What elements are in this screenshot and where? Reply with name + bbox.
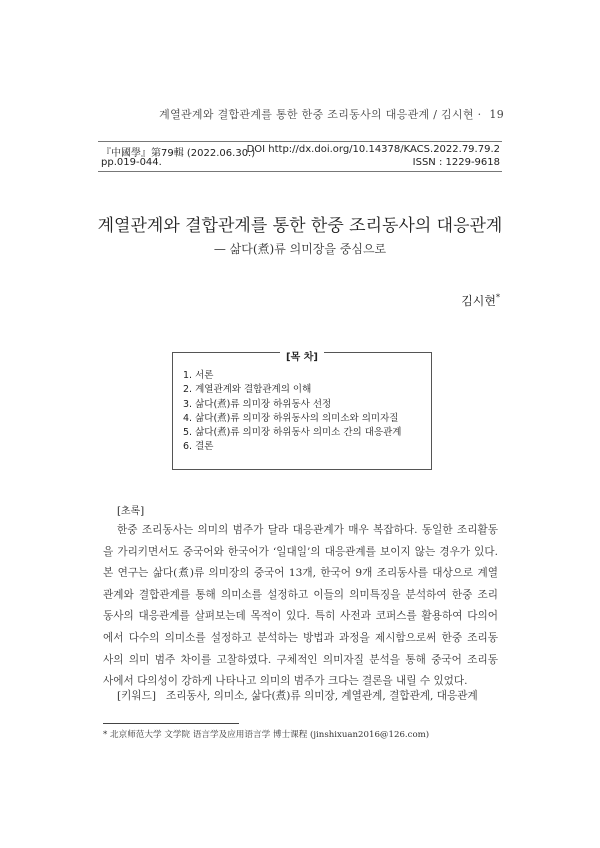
- doi-link[interactable]: DOI http://dx.doi.org/10.14378/KACS.2022.79.79.2: [246, 144, 500, 155]
- abstract-line: 사의 의미 범주 차이를 고찰하였다. 구체적인 의미자질 분석을 통해 중국어 조리동: [103, 653, 498, 666]
- keywords-text: 조리동사, 의미소, 삶다(煮)류 의미장, 계열관계, 결합관계, 대응관계: [165, 690, 478, 702]
- toc-item: 3. 삶다(煮)류 의미장 하위동사 선정: [183, 398, 332, 410]
- running-header-text: 계열관계와 결합관계를 통한 한중 조리동사의 대응관계 / 김시현 ·: [159, 108, 482, 121]
- toc-item: 5. 삶다(煮)류 의미장 하위동사 의미소 간의 대응관계: [183, 427, 402, 439]
- footnote-divider: [103, 723, 239, 724]
- table-of-contents: [172, 352, 432, 470]
- keywords: [117, 688, 478, 703]
- toc-item: 4. 삶다(煮)류 의미장 하위동사의 의미소와 의미자질: [183, 412, 399, 424]
- toc-list: [183, 369, 401, 455]
- abstract-line: 에서 다수의 의미소를 설정하고 분석하는 방법과 과정을 제시함으로써 한중 조리동: [103, 631, 498, 644]
- toc-item: 2. 계열관계와 결합관계의 이해: [183, 384, 312, 396]
- abstract-line: 사에서 다의성이 강하게 나타나고 의미의 범주가 크다는 결론을 내릴 수 있었다.: [103, 675, 468, 688]
- toc-item: 6. 결론: [183, 441, 214, 453]
- abstract-line: 한중 조리동사는 의미의 범주가 달라 대응관계가 매우 복잡하다. 동일한 조리활동: [117, 524, 498, 536]
- abstract-line: 을 가리키면서도 중국어와 한국어가 ‘일대일’의 대응관계를 보이지 않는 경우가 있다.: [103, 545, 498, 558]
- issn: ISSN : 1229-9618: [412, 157, 500, 168]
- toc-item: 1. 서론: [183, 370, 214, 381]
- toc-heading: [목 차]: [280, 352, 324, 363]
- abstract-line: 동사의 대응관계를 살펴보는데 목적이 있다. 특히 사전과 코퍼스를 활용하여 다의어: [103, 610, 498, 623]
- running-header: [159, 106, 504, 122]
- paper-title: 계열관계와 결합관계를 통한 한중 조리동사의 대응관계: [97, 216, 503, 236]
- page-number: 19: [489, 108, 504, 121]
- abstract-line: 본 연구는 삶다(煮)류 의미장의 중국어 13개, 한국어 9개 조리동사를 대상으로 계열: [103, 567, 498, 580]
- publication-info-box: [98, 141, 502, 172]
- author-name: 김시현: [461, 294, 496, 308]
- page-range: pp.019-044.: [101, 157, 162, 168]
- keywords-label: [키워드]: [117, 690, 156, 702]
- author-footnote-mark[interactable]: *: [496, 293, 500, 302]
- abstract-heading: [초록]: [117, 506, 145, 517]
- author-footnote: * 北京师范大学 文学院 语言学及应用语言学 博士课程 (jinshixuan2016@126.com): [103, 730, 430, 740]
- abstract-body: [103, 520, 498, 693]
- author: [461, 292, 500, 309]
- journal-citation: 『中國學』第79輯 (2022.06.30.): [101, 148, 256, 159]
- abstract-line: 관계와 결합관계를 통해 의미소를 설정하고 이들의 의미특징을 분석하여 한중 조리: [103, 588, 498, 601]
- paper-subtitle: — 삶다(煮)류 의미장을 중심으로: [213, 242, 387, 256]
